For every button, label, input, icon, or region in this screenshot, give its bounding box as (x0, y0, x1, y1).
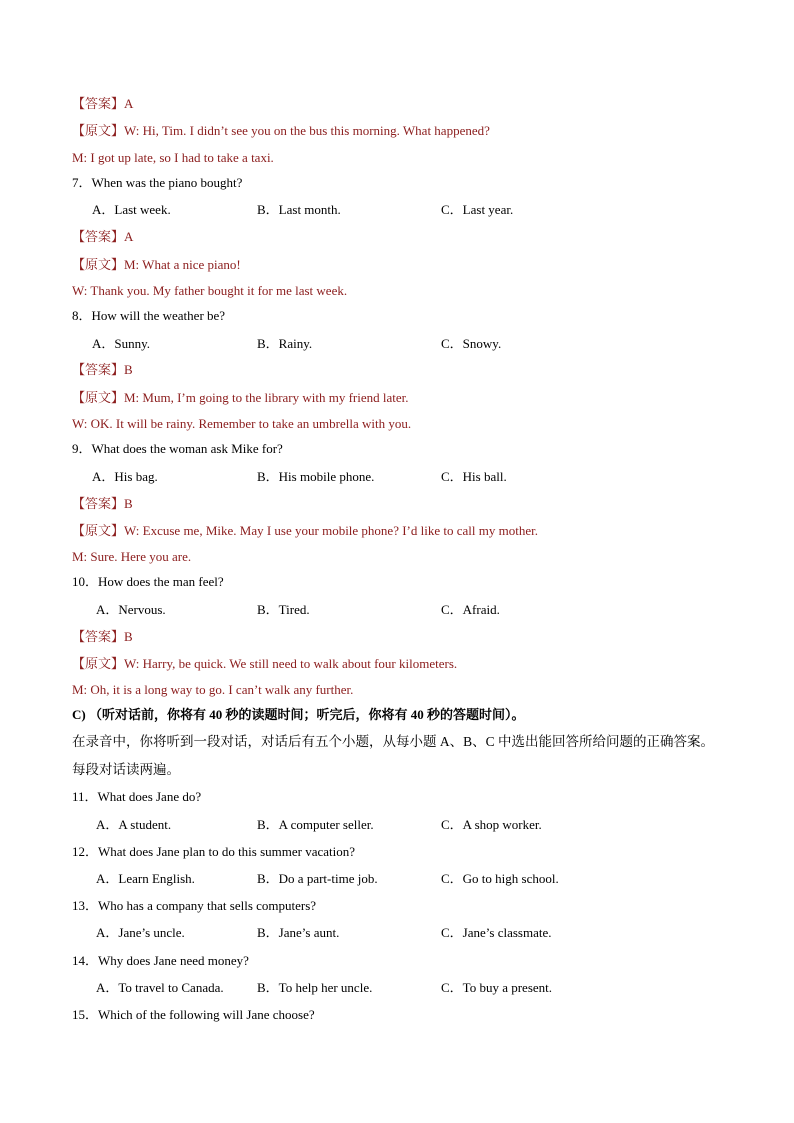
answer-8: 【答案】B (72, 362, 133, 377)
option-12-c: C．Go to high school. (441, 871, 559, 886)
option-8-a: A．Sunny. (92, 336, 151, 351)
option-14-a: A．To travel to Canada. (96, 980, 224, 995)
option-11-c: C．A shop worker. (441, 817, 542, 832)
option-13-a: A．Jane’s uncle. (96, 925, 185, 940)
transcript-9-line-2: M: Sure. Here you are. (72, 549, 192, 564)
option-12-b: B．Do a part-time job. (257, 871, 378, 886)
question-13: 13．Who has a company that sells computers? (72, 898, 317, 913)
option-14-c: C．To buy a present. (441, 980, 553, 995)
option-13-b: B．Jane’s aunt. (257, 925, 340, 940)
question-9: 9．What does the woman ask Mike for? (72, 441, 283, 456)
option-13-c: C．Jane’s classmate. (441, 925, 552, 940)
option-14-b: B．To help her uncle. (257, 980, 373, 995)
option-9-a: A．His bag. (92, 469, 158, 484)
option-10-a: A．Nervous. (96, 602, 166, 617)
transcript-8-line-1: 【原文】M: Mum, I’m going to the library with my friend later. (72, 390, 409, 405)
option-11-b: B．A computer seller. (257, 817, 374, 832)
option-9-c: C．His ball. (441, 469, 507, 484)
option-7-a: A．Last week. (92, 202, 171, 217)
section-c-instruction-2: 每段对话读两遍。 (72, 762, 180, 777)
option-11-a: A．A student. (96, 817, 172, 832)
question-7: 7．When was the piano bought? (72, 175, 243, 190)
transcript-7-line-2: W: Thank you. My father bought it for me last week. (72, 283, 348, 298)
answer-9: 【答案】B (72, 496, 133, 511)
option-12-a: A．Learn English. (96, 871, 195, 886)
transcript-10-line-1: 【原文】W: Harry, be quick. We still need to walk about four kilometers. (72, 656, 458, 671)
option-9-b: B．His mobile phone. (257, 469, 375, 484)
transcript-10-line-2: M: Oh, it is a long way to go. I can’t walk any further. (72, 682, 354, 697)
question-12: 12．What does Jane plan to do this summer vacation? (72, 844, 356, 859)
question-8: 8．How will the weather be? (72, 308, 226, 323)
option-7-b: B．Last month. (257, 202, 341, 217)
transcript-6-line-2: M: I got up late, so I had to take a taxi. (72, 150, 274, 165)
question-10: 10．How does the man feel? (72, 574, 224, 589)
answer-6: 【答案】A (72, 96, 134, 111)
option-8-c: C．Snowy. (441, 336, 502, 351)
option-10-b: B．Tired. (257, 602, 310, 617)
section-c-heading: C) （听对话前，你将有 40 秒的读题时间；听完后，你将有 40 秒的答题时间）。 (72, 707, 525, 722)
transcript-8-line-2: W: OK. It will be rainy. Remember to take an umbrella with you. (72, 416, 412, 431)
question-15: 15．Which of the following will Jane choose? (72, 1007, 315, 1022)
question-11: 11．What does Jane do? (72, 789, 202, 804)
answer-10: 【答案】B (72, 629, 133, 644)
transcript-6-line-1: 【原文】W: Hi, Tim. I didn’t see you on the bus this morning. What happened? (72, 123, 490, 138)
section-c-instruction-1: 在录音中，你将听到一段对话，对话后有五个小题，从每小题 A、B、C 中选出能回答所给问题的正确答案。 (72, 734, 715, 749)
transcript-9-line-1: 【原文】W: Excuse me, Mike. May I use your mobile phone? I’d like to call my mother. (72, 523, 538, 538)
answer-7: 【答案】A (72, 229, 134, 244)
option-10-c: C．Afraid. (441, 602, 500, 617)
option-7-c: C．Last year. (441, 202, 514, 217)
question-14: 14．Why does Jane need money? (72, 953, 249, 968)
transcript-7-line-1: 【原文】M: What a nice piano! (72, 257, 241, 272)
option-8-b: B．Rainy. (257, 336, 313, 351)
